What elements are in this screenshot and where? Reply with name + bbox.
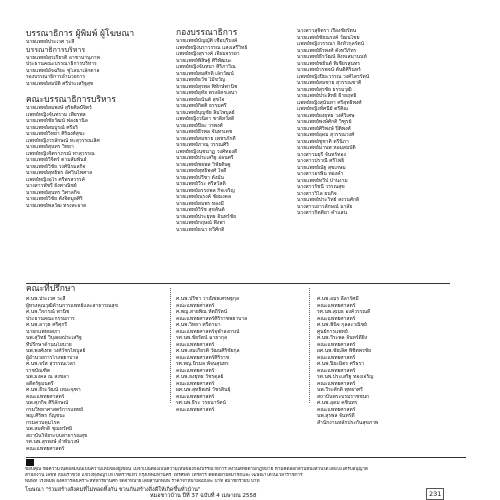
list-item: ศ.นพ.พินิจ กุลละวณิชย์ xyxy=(317,322,367,328)
list-item: นายแพทย์สมบูรณ์ ศรีอริ xyxy=(26,124,78,131)
list-item: นายแพทย์วิจิตร์ ตามสัมพันธ์ xyxy=(26,157,87,163)
list-item: นายแพทย์ชัยวัฒน์ ฟองยานิล xyxy=(26,118,88,124)
list-item: แพทย์หญิงปิยะวรรณ วงศ์ไตรรัตน์ xyxy=(297,73,370,80)
list-item: นพ.ศุภกิจ ศิริลักษณ์ xyxy=(26,400,69,406)
list-item: นายแพทย์วิทยา ศิริยงศ์สุขะ xyxy=(26,131,85,137)
list-item: นพ.พงศ์เทพ วงศ์วัชรไพบูลย์ xyxy=(26,348,86,354)
advisors-list xyxy=(26,296,166,452)
list-item: นายแพทย์สุรชัย ธรรมวุฒิ xyxy=(297,86,352,93)
list-item: นายแพทย์ประสิทธิ์ ฝ้ายฤทธิ์ xyxy=(297,93,357,99)
list-item: ศ.นพ.ปิยะมิตร ศรีธรา xyxy=(317,361,365,367)
advisors-list xyxy=(317,296,457,426)
list-item: สำนักงานหลักประกันสุขภาพ xyxy=(317,419,379,426)
editorial-board-list xyxy=(176,38,291,233)
list-item: นายแพทย์ปรีชา ตั้งมั่น xyxy=(176,174,224,181)
list-item: นพ.สุรพล จันทร์ดี xyxy=(317,413,355,419)
advisors-right-column xyxy=(317,296,457,426)
list-item: กรมควบคุมโรค xyxy=(26,419,60,426)
list-item: นายแพทย์วีระ ศรีสวัสดิ์ xyxy=(176,181,226,187)
list-item: คณะแพทยศาสตร์ xyxy=(317,302,356,309)
list-item: ผู้ทรงคุณวุฒิด้านการแพทย์และสาธารณสุข xyxy=(26,302,118,309)
list-item: แพทย์หญิงวรรณา สิงหัวกุลรัตน์ xyxy=(297,41,364,47)
list-item: ศ.นพ.ปรีชา วาณิชยเศรษฐกุล xyxy=(176,296,240,302)
list-item: นายแพทย์พลวัฒ ทรงสะอาด xyxy=(26,202,87,209)
list-item: นายแพทย์วิชัย ตั้งจิตมูลศิริ xyxy=(26,196,83,202)
column-separator xyxy=(309,288,312,403)
list-item: นายแพทย์พงษ์ศักดิ์ วิฑูรย์ xyxy=(297,119,352,125)
list-item: นายแพทย์สมชาย เพชรภักดี xyxy=(176,135,236,142)
list-item: คณะแพทยศาสตร์ xyxy=(176,406,215,413)
list-item: นายแพทย์วิรัช สุขสันต์ xyxy=(176,207,225,213)
list-item: ศ.นพ.วิจารณ์ พานิช xyxy=(26,309,70,315)
list-item: รศ.นพ.ธีระ วรธนารัตน์ xyxy=(176,400,226,406)
advisors-list xyxy=(176,296,304,413)
list-item: แพทย์หญิงจันทนา ศิริภาวิณ xyxy=(176,64,236,70)
list-item: นายแพทย์ประเวศ วะสี xyxy=(26,39,75,45)
list-item: นางสาวมยุรี จันทร์ทอง xyxy=(297,151,346,158)
footnote-divider xyxy=(26,457,466,458)
list-item: คณะแพทยศาสตร์ xyxy=(176,380,215,387)
list-item: นางสาวกิตติยา คำแสน xyxy=(297,210,348,216)
list-item: คณะแพทยศาสตร์ xyxy=(26,445,65,452)
footnote-line: ขอบคุณ ข้อความในคอลัมน์นี้เป็นความเห็นของผู้เขียน ไม่จำเป็นต้องเป็นความเห็นของกองบรรณาธิการ สงวนสิทธิ์ตามกฎหมาย ห้ามคัดลอกส่วนหนึ่งส่วนใดโดยไม่ได้รับอนุญาต xyxy=(25,467,369,472)
list-item: นายแพทย์สมบัติ ศรีประเสริฐสุข xyxy=(26,80,94,87)
list-item: คณะแพทยศาสตร์ศิริราช xyxy=(176,354,230,361)
footnote-marker-icon xyxy=(26,459,34,466)
list-item: รศ.นพ.สุรพงษ์ อำพันวงษ์ xyxy=(26,439,80,445)
list-item: รศ.นพ.สุเมธ องค์วรรณดี xyxy=(317,309,371,315)
footer-ad-line: โฆษณา "ร่วมสร้างสังคมที่ไม่ทอดทิ้งกัน ชวนกันสร้างสิ่งดีให้เกิดขึ้นทั่วบ้าน" xyxy=(25,487,201,493)
list-item: ศ.นพ.วิทยา ศรีดามา xyxy=(176,322,221,328)
list-item: นายแพทย์มานพ หอมสมบัติ xyxy=(297,145,356,151)
list-item: คณะแพทยศาสตร์ xyxy=(176,393,215,400)
list-item: นายแพทย์วิชัย วงศ์นิรมลกิจ xyxy=(26,163,86,170)
list-item: นายแพทย์ณัฐ สุขเกษม xyxy=(297,164,346,171)
list-item: นายแพทย์สุรพล พิทักษ์พานิช xyxy=(176,83,238,90)
list-item: สถาบันพระบรมราชชนก xyxy=(317,393,370,400)
list-item: นายแพทย์สุรเกียรติ์ อาชานานุภาพ xyxy=(26,54,100,61)
list-item: สถาบันวิจัยระบบสาธารณสุข xyxy=(26,432,88,439)
list-item: นายแพทย์ทวีป ปานงาม xyxy=(297,177,348,184)
list-item: ศ.นพ.อาวุธ ศรีศุกรี xyxy=(26,322,68,328)
list-item: นพ.มงคล ณ สงขลา xyxy=(26,374,70,380)
list-item: นายแพทย์ธีรพล จันทรเดช xyxy=(176,129,233,135)
list-item: แพทย์หญิงทัศนีย์ ตรีคิณ xyxy=(297,106,349,112)
list-item: ผู้อำนวยการโรงพยาบาล xyxy=(26,354,79,361)
list-item: แพทย์หญิงวนิดา ชาติสวัสดิ์ xyxy=(176,116,235,122)
list-item: แพทย์หญิงนราวรรณ แสงเสรีวิทย์ xyxy=(176,44,248,51)
list-item: นายแพทย์สมชาย สุวรรณชาติ xyxy=(297,80,362,86)
list-item: ศ.นพ.อมร ลีลารัศมี xyxy=(317,296,359,302)
advisors-middle-column xyxy=(176,296,304,413)
list-item: นางสาวเยาวลักษณ์ มาลัย xyxy=(297,203,353,210)
list-item: นางสาวปราณี ศรีโพธิ์ xyxy=(297,158,345,164)
list-item: นายแพทย์ธนา ทวีศักดิ์ xyxy=(176,226,225,233)
publisher-list xyxy=(26,39,167,87)
list-item: นพ.สมศักดิ์ ชุณหรัศมิ์ xyxy=(26,426,73,432)
list-item: นายแพทย์สุนทร วิศาลกิจ xyxy=(26,189,80,196)
list-item: รองบรรณาธิการอำนวยการ xyxy=(26,74,86,80)
list-item: แพทย์หญิงสุรางค์ เจียมจรรยา xyxy=(176,51,240,57)
list-item: นายแพทย์สมพร ทองมี xyxy=(176,200,224,207)
list-item: คณะแพทยศาสตร์ xyxy=(317,341,356,348)
list-item: คณะแพทยศาสตร์ xyxy=(317,315,356,322)
list-item: นางสาววิไล ธนกิจ xyxy=(297,190,337,197)
executive-board-heading: คณะบรรณาธิการบริหาร xyxy=(26,95,116,105)
editorial-middle-column xyxy=(176,28,291,233)
list-item: นายแพทย์ภาณุ วรรณศิริ xyxy=(176,142,229,148)
list-item: คณะแพทยศาสตร์ xyxy=(26,393,65,400)
list-item: คณะแพทยศาสตร์ xyxy=(317,367,356,374)
issue-info: หมอชาวบ้าน ปีที่ 37 ฉบับที่ 4 เมษายน 2558 xyxy=(150,493,257,499)
list-item: ศ.นพ.สมเกียรติ วัฒนศิริชัยกุล xyxy=(176,348,240,354)
list-item: แพทย์หญิงสุนันทา ศรีสุทธิพงศ์ xyxy=(297,99,362,106)
list-item: ที่ปรึกษาด้านนโยบาย xyxy=(26,341,72,348)
list-item: นายแพทย์ธีรพงศ์ ตั้งทวีภัทร xyxy=(297,47,357,54)
list-item: กรมวิทยาศาสตร์การแพทย์ xyxy=(26,406,84,413)
list-item: นายแพทย์กฤษณ์ พึ่งพา xyxy=(176,220,226,226)
section-divider xyxy=(26,283,450,284)
list-item: อดีตรัฐมนตรี xyxy=(26,380,54,387)
list-item: คณะแพทยศาสตร์ xyxy=(317,354,356,361)
list-item: รศ.นพ.ประเสริฐ ทองเจริญ xyxy=(317,374,374,380)
list-item: นางสาวอรพิน ทองคำ xyxy=(297,171,344,177)
list-item: นางสาวสุจิตรา เรืองชัยรัตน xyxy=(297,28,357,34)
advisors-left-column xyxy=(26,296,166,452)
list-item: คณะแพทยศาสตร์ xyxy=(176,302,215,309)
list-item: นางสาวรัชนี วรรณสุข xyxy=(297,184,345,190)
list-item: ศ.นพ.อุดม คชินทร xyxy=(317,400,358,406)
footnote-line: พิมพ์ที่ โรงพิมพ์ องค์การสงเคราะห์ทหารผ่านศึก จัดจำหน่ายโดยสำนักพิมพ์ ราคาจำหน่ายฉบับละ บาท สมาชิกรายปี บาท xyxy=(25,479,260,484)
list-item: แพทย์หญิงจันทราม เพียรพล xyxy=(26,111,86,118)
publisher-heading: บรรณาธิการ ผู้พิมพ์ ผู้โฆษณา xyxy=(26,29,135,39)
column-separator xyxy=(170,288,173,403)
list-item: นางสาวพัชรี ยังพาณิชย์ xyxy=(26,183,77,189)
list-item: นายแพทย์ธีรวัฒน์ สิงหเสมานนท์ xyxy=(297,54,367,60)
list-item: นายแพทย์กิตติ ธรรมศรี xyxy=(176,103,227,109)
list-item: นพ.สุวิทย์ วิบุลผลประเสริฐ xyxy=(26,335,82,341)
list-item: ศูนย์การแพทย์ xyxy=(317,328,348,335)
list-item: พญ.ศิริพร กัญชนะ xyxy=(26,413,66,419)
list-item: นายแพทย์สุทธิพงศ์ ใจดี xyxy=(176,168,227,174)
list-item: แพทย์หญิงจิตราภรณ์ ทาสุวรรณ xyxy=(26,150,95,157)
list-item: ศ.นพ.ยงยุทธ วัชรดุลย์ xyxy=(176,374,224,380)
editorial-right-column xyxy=(297,28,447,217)
list-item: นายแพทย์ยงยุทธ วงศ์วิเศษ xyxy=(297,112,355,119)
subheading: บรรณาธิการบริหาร xyxy=(26,45,86,54)
list-item: นายแพทย์อุทัย ตรงอัครเสนา xyxy=(176,90,238,96)
editorial-left-column xyxy=(26,29,167,209)
editorial-board-heading: กองบรรณาธิการ xyxy=(176,28,238,38)
list-item: นายแพทย์วรพจน์ ตันติศิรินทร์ xyxy=(297,67,361,73)
list-item: แพทย์หญิงอุไร ศรีพรสวรรค์ xyxy=(26,176,85,183)
list-item: นายแพทย์ปิยะ วรพงศ์ xyxy=(176,122,223,129)
list-item: นายแพทย์อัจฉริยะ ซู่โลนาเล็กตาล xyxy=(26,67,100,74)
list-item: นายกแพทยสภา xyxy=(26,328,61,335)
list-item: นายแพทย์ชยันต์ พิเชียรสุนทร xyxy=(297,60,360,67)
advisors-heading: คณะที่ปรึกษา xyxy=(26,284,76,294)
advisors-heading-wrap xyxy=(26,284,75,294)
list-item: คณะแพทยศาสตร์จุฬาลงกรณ์ xyxy=(176,328,240,335)
list-item: นายแพทย์บุญชัย ลิ้มไพบูลย์ xyxy=(176,109,235,116)
list-item: คณะแพทยศาสตร์ xyxy=(176,341,215,348)
list-item: คณะแพทยศาสตร์ xyxy=(176,367,215,374)
editorial-board-list-continued xyxy=(297,28,447,217)
list-item: นายแพทย์ชูชาติ ตรีนิภา xyxy=(297,138,349,145)
list-item: นายแพทย์ประยุทธ อินทร์ชัย xyxy=(176,213,237,220)
list-item: นายแพทย์สุทธิพร อัศวินไพศาล xyxy=(26,170,93,176)
list-item: นายแพทย์ชยพล วิชัยดิษฐ xyxy=(176,161,231,168)
list-item: รศ.นพ.ชัยรัตน์ ฉายากุล xyxy=(176,335,228,341)
list-item: นายแพทย์อุดม สุวรรณวงศ์ xyxy=(297,132,355,138)
footnote-block xyxy=(25,467,475,485)
list-item: นายแพทย์ประวิทย์ สงวนศักดิ์ xyxy=(297,197,360,203)
list-item: นายแพทย์สมศักดิ์ เล็กวัฒน์ xyxy=(176,70,234,77)
list-item: ราชบัณฑิต xyxy=(26,367,51,374)
list-item: คณะแพทยศาสตร์ศิริราชพยาบาล xyxy=(176,315,248,322)
list-item: ศ.พญ.สายพิณ หัตถีรัตน์ xyxy=(176,309,228,315)
list-item: นายแพทย์สุนทร วิทยา xyxy=(26,144,74,150)
list-item: ประธานคณะกรรมการ xyxy=(26,315,75,322)
list-item: ผศ.นพ.ชัยเลิศ พิชิตพรชัย xyxy=(317,348,372,354)
list-item: นายแพทย์อนันต์ สุขใจ xyxy=(176,96,225,103)
list-item: คณะแพทยศาสตร์ xyxy=(317,380,356,387)
list-item: นายแพทย์ธวัช ไม้ขวัญ xyxy=(176,77,226,83)
page-number: 231 xyxy=(426,488,444,500)
list-item: แพทย์หญิงนุชนาฏ วงศ์ทองดี xyxy=(176,148,238,155)
list-item: นายแพทย์บัญญัติ เชื้อบุรีบงค์ xyxy=(176,38,238,44)
list-item: นายแพทย์พิสิษฐ์ ศิริพัฒนะ xyxy=(176,57,232,64)
list-item: ประธานคณะบรรณาธิการบริหาร xyxy=(26,61,97,67)
list-item: นพ.วีระศักดิ์ พุทธาศรี xyxy=(317,387,363,393)
footnote-line: สำนักงาน เลขที่ ถนนราชวิถี แขวงทุ่งพญาไท เขตราชเทวี กรุงเทพมหานคร โทรศัพท์ โทรสาร ติดต่อฝ่ายสมาชิกและโฆษณาได้ในเวลาราชการ xyxy=(25,473,303,478)
list-item: ศ.นพ.ประเวศ วะสี xyxy=(26,296,66,302)
list-item: ศ.นพ.วีระพล จันทร์ดียิ่ง xyxy=(317,335,368,341)
list-item: นายแพทย์อรรถพล กิจเจริญ xyxy=(176,187,235,194)
list-item: ผศ.นพ.สุทธิพงษ์ วัชรสินธุ์ xyxy=(176,387,231,393)
list-item: นายแพทย์ประเสริฐ อ่อนศรี xyxy=(176,155,234,161)
list-item: รศ.พญ.นิรมล พัจนสุนทร xyxy=(176,361,229,367)
list-item: แพทย์หญิงวรลักษณ์ ทะสุวรรณเลิศ xyxy=(26,137,100,144)
list-item: นายแพทย์สมพงษ์ สุริยศิลป์จิตร์ xyxy=(26,105,92,111)
list-item: คณะแพทยศาสตร์ xyxy=(317,406,356,413)
list-item: นายแพทย์ชัยณรงค์ วัฒนไชย xyxy=(297,34,360,41)
list-item: ศ.นพ.ธีระวัฒน์ เหมะจุฑา xyxy=(26,387,81,393)
executive-board-list xyxy=(26,105,167,209)
list-item: นายแพทย์ศิริพงษ์ ปิติพงศ์ xyxy=(297,125,351,132)
list-item: นายแพทย์ณรงค์ ชัยมงคล xyxy=(176,194,232,200)
list-item: ศ.นพ.จรัส สุวรรณเวลา xyxy=(26,361,76,367)
